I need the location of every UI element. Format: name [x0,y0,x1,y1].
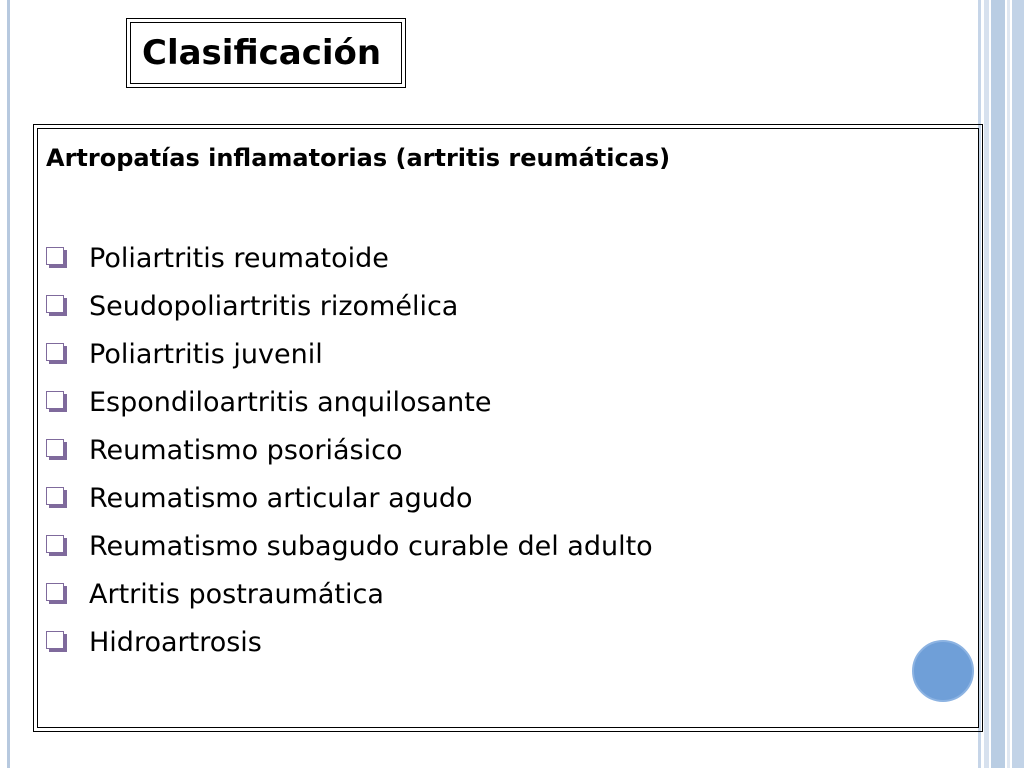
list-item-label: Reumatismo subagudo curable del adulto [89,530,653,562]
square-checkbox-bullet-icon [46,487,69,510]
content-panel [37,128,979,728]
list-item [46,522,653,570]
list-item [46,618,653,666]
list-item [46,330,653,378]
stripe [984,0,989,768]
list-item-label: Reumatismo articular agudo [89,482,473,514]
right-decorative-stripes [978,0,1024,768]
list-item [46,474,653,522]
square-checkbox-bullet-icon [46,247,69,270]
square-checkbox-bullet-icon [46,295,69,318]
list-item [46,234,653,282]
list-item [46,282,653,330]
left-border-line [7,0,10,768]
bullet-list [46,234,653,666]
square-checkbox-bullet-icon [46,391,69,414]
list-item-label: Poliartritis reumatoide [89,242,389,274]
list-item-label: Hidroartrosis [89,626,262,658]
square-checkbox-bullet-icon [46,439,69,462]
list-item-label: Artritis postraumática [89,578,384,610]
list-item-label: Poliartritis juvenil [89,338,323,370]
square-checkbox-bullet-icon [46,631,69,654]
square-checkbox-bullet-icon [46,343,69,366]
stripe [991,0,1005,768]
list-item-label: Seudopoliartritis rizomélica [89,290,459,322]
list-item [46,378,653,426]
stripe [1012,0,1024,768]
list-item-label: Espondiloartritis anquilosante [89,386,492,418]
square-checkbox-bullet-icon [46,583,69,606]
content-frame [33,124,983,732]
list-item [46,570,653,618]
slide-title: Clasificación [130,22,402,84]
square-checkbox-bullet-icon [46,535,69,558]
section-heading: Artropatías inflamatorias (artritis reumáticas) [46,144,671,172]
title-frame [126,18,406,88]
list-item [46,426,653,474]
list-item-label: Reumatismo psoriásico [89,434,403,466]
decorative-circle [912,640,974,702]
stripe [1007,0,1010,768]
